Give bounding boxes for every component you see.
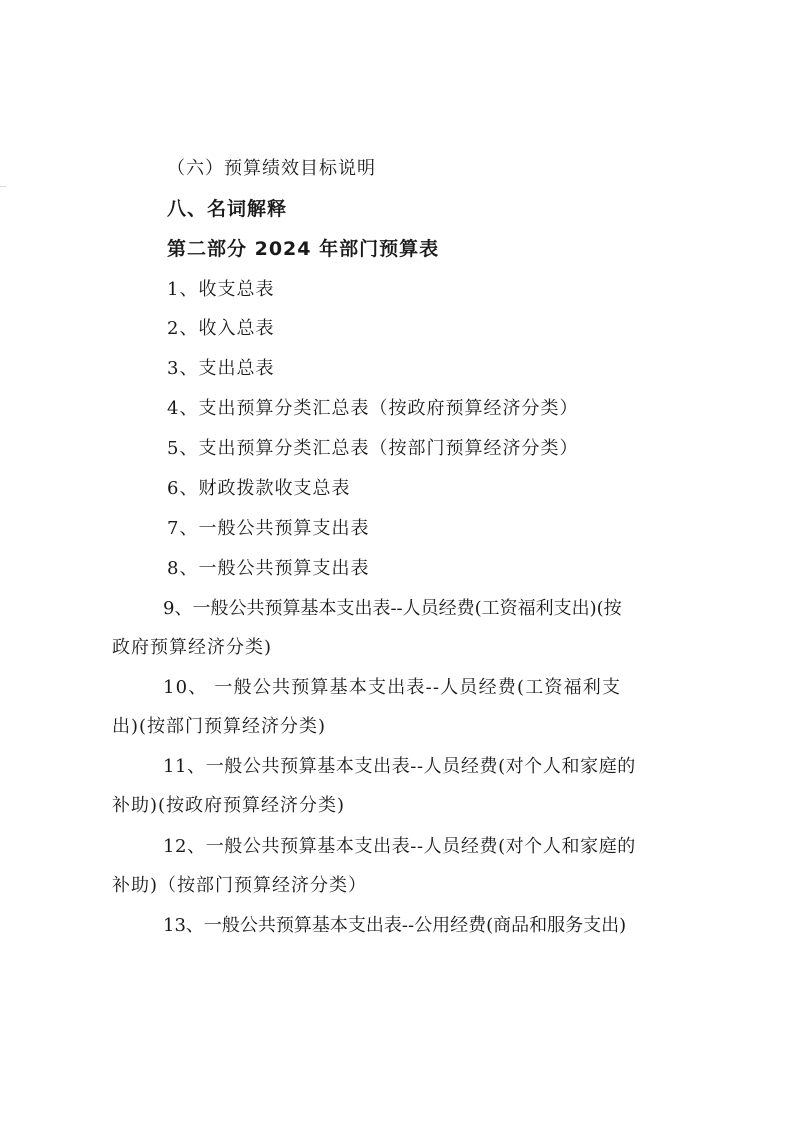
list-item-11-line-2: 补助)(按政府预算经济分类) <box>112 795 346 816</box>
list-item-6: 6、财政拨款收支总表 <box>167 478 351 499</box>
list-item-10-line-1: 10、 一般公共预算基本支出表--人员经费(工资福利支 <box>163 677 622 698</box>
list-item-13: 13、一般公共预算基本支出表--公用经费(商品和服务支出) <box>163 915 627 936</box>
list-item-3: 3、支出总表 <box>167 358 275 379</box>
list-item-7: 7、一般公共预算支出表 <box>167 518 370 539</box>
list-item-9-line-1: 9、一般公共预算基本支出表--人员经费(工资福利支出)(按 <box>163 598 622 619</box>
list-item-1: 1、收支总表 <box>167 279 275 300</box>
list-item-9-line-2: 政府预算经济分类) <box>112 637 273 658</box>
section-eight-heading: 八、名词解释 <box>167 198 288 220</box>
scan-edge-mark <box>0 186 6 187</box>
list-item-8: 8、一般公共预算支出表 <box>167 558 370 579</box>
list-item-11-line-1: 11、一般公共预算基本支出表--人员经费(对个人和家庭的 <box>163 756 636 777</box>
list-item-2: 2、收入总表 <box>167 318 275 339</box>
part-two-heading: 第二部分 2024 年部门预算表 <box>167 238 440 260</box>
list-item-12-line-1: 12、一般公共预算基本支出表--人员经费(对个人和家庭的 <box>163 836 636 857</box>
list-item-4: 4、支出预算分类汇总表（按政府预算经济分类） <box>167 398 579 419</box>
section-six-heading: （六）预算绩效目标说明 <box>167 158 376 179</box>
list-item-12-line-2: 补助)（按部门预算经济分类） <box>112 875 368 896</box>
list-item-5: 5、支出预算分类汇总表（按部门预算经济分类） <box>167 438 579 459</box>
list-item-10-line-2: 出)(按部门预算经济分类) <box>112 716 327 737</box>
